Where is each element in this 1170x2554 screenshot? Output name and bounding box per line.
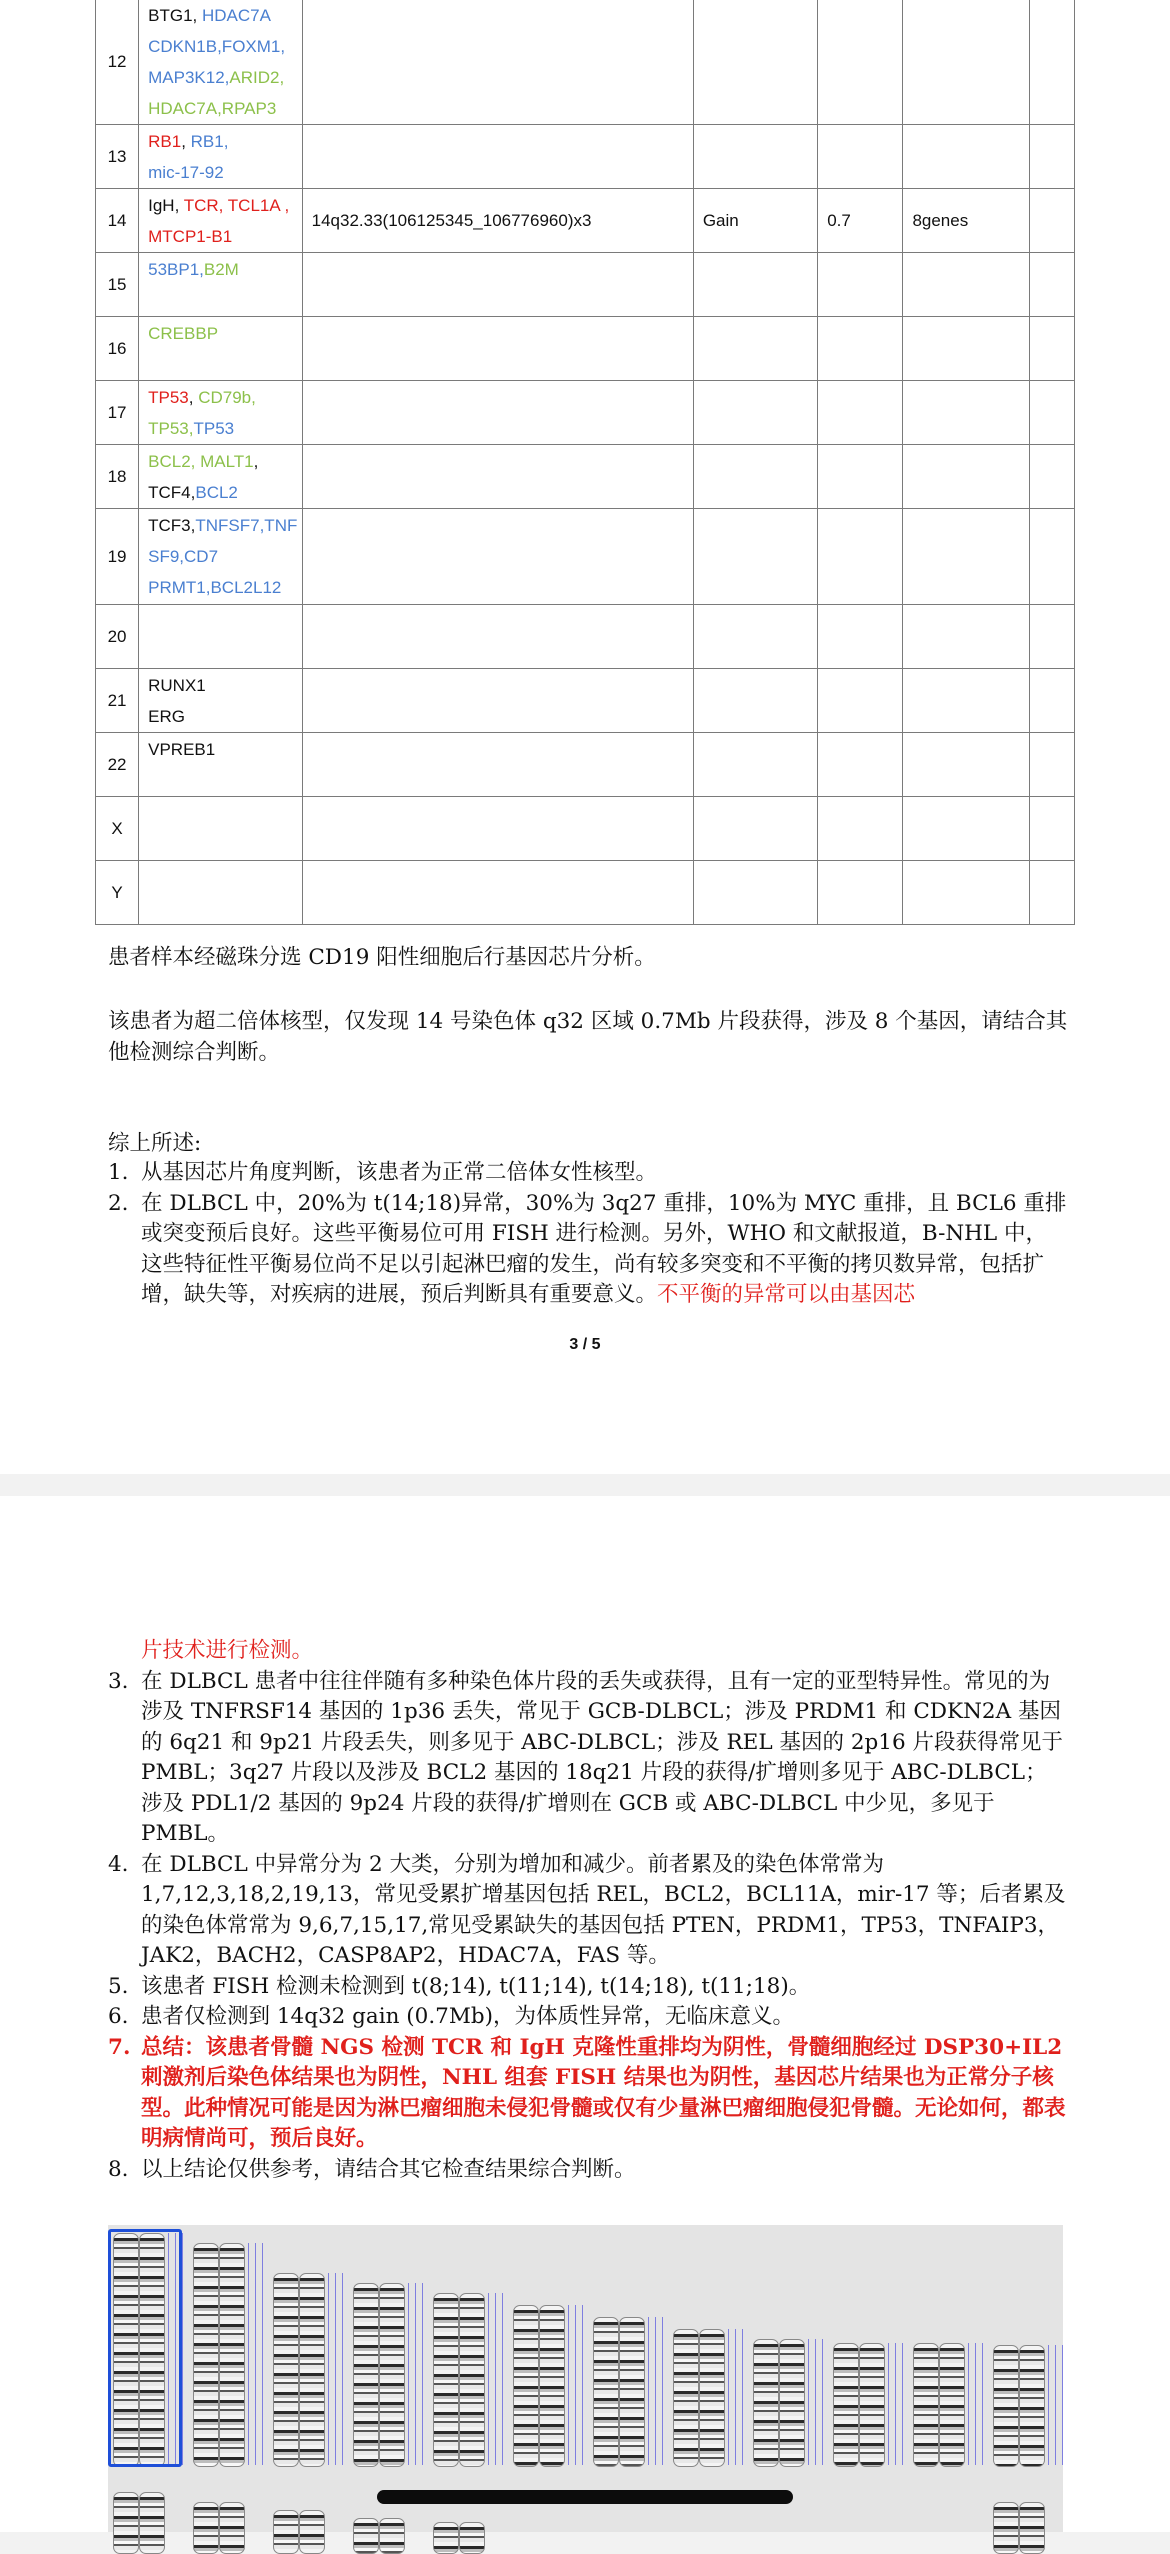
item-number: 3. [108,1668,129,1694]
gene-name: CDKN1B,FOXM1, [148,37,286,56]
ideogram-lines [325,2273,345,2465]
gene-name: RB1 [148,132,182,151]
gene-name: RB1, [190,132,229,151]
gene-name: TP53 [148,388,189,407]
item-text: 总结：该患者骨髓 NGS 检测 TCR 和 IgH 克隆性重排均为阴性，骨髓细胞经过 DSP30+IL2 刺激剂后染色体结果也为阴性，NHL 组套 FISH 结果也为阴性，基因芯片结果也为正常分子核型。此种情况可能是因为淋巴瘤细胞未侵犯骨髓或仅有少量淋巴瘤细胞侵犯骨髓。无论如何，都表明病情尚可，预后良好。 [141,2034,1066,2151]
chromosome [779,2339,805,2467]
summary-heading: 综上所述: [108,1131,202,1156]
genes-cell [139,253,303,317]
chromosome [299,2510,325,2554]
gene-name: TP53 [193,419,235,438]
type-cell [693,605,817,669]
chromosome-cell: 17 [96,381,139,445]
gene-name: MAP3K12, [148,68,230,87]
chromosome [459,2293,485,2467]
gene-line [148,31,302,62]
chromosome [139,2492,165,2554]
chromosome [273,2273,299,2467]
gene-name: BCL2 [195,483,238,502]
ideogram-lines [1045,2345,1065,2465]
empty-cell [1029,445,1074,509]
item-number: 2. [108,1190,129,1216]
gene-name: mic-17-92 [148,163,224,182]
region-cell [302,445,693,509]
gene-name: CREBBP [148,324,219,343]
count-cell [903,317,1029,381]
empty-cell [1029,669,1074,733]
chromosome [193,2502,219,2554]
region-cell: 14q32.33(106125345_106776960)x3 [302,189,693,253]
count-cell [903,669,1029,733]
chromosome-pair [353,2518,427,2532]
item-text: 在 DLBCL 中异常分为 2 大类，分别为增加和减少。前者累及的染色体常常为 1,7,12,3,18,2,19,13，常见受累扩增基因包括 REL，BCL2，BCL11A，mir-17 等；后者累及的染色体常常为 9,6,7,15,17,常见受累缺失的基因包括 PTEN，PRDM1，TP53，TNFAIP3，JAK2，BACH2，CASP8AP2，HDAC7A，FAS 等。 [141,1851,1066,1968]
gene-line [148,541,302,572]
chromosome-cell: 20 [96,605,139,669]
gene-name: MTCP1-B1 [148,227,233,246]
paragraph-karyotype: 该患者为超二倍体核型，仅发现 14 号染色体 q32 区域 0.7Mb 片段获得，涉及 8 个基因，请结合其他检测综合判断。 [108,1009,1068,1065]
chromosome [299,2273,325,2467]
empty-cell [1029,189,1074,253]
type-cell [693,253,817,317]
table-row [96,669,1075,733]
item-text-highlight: 不平衡的异常可以由基因芯 [657,1282,916,1307]
type-cell [693,381,817,445]
size-cell [818,125,903,189]
chromosome-cell: 18 [96,445,139,509]
empty-cell [1029,125,1074,189]
item-text: 以上结论仅供参考，请结合其它检查结果综合判断。 [141,2156,636,2182]
gene-name: TCF3, [148,516,196,535]
region-cell [302,509,693,605]
size-cell [818,669,903,733]
item-text: 在 DLBCL 中，20%为 t(14;18)异常，30%为 3q27 重排，10%为 MYC 重排，且 BCL6 重排或突变预后良好。这些平衡易位可用 FISH 进行检测。另外，WHO 和文献报道，B-NHL 中，这些特征性平衡易位尚不足以引起淋巴瘤的发生，尚有较多突变和不平衡的拷贝数异常，包括扩增，缺失等，对疾病的进展，预后判断具有重要意义。 [141,1190,1067,1307]
chromosome-cell: 13 [96,125,139,189]
gene-line [148,446,302,477]
gene-name: TCR, TCL1A , [183,196,290,215]
table-row [96,445,1075,509]
table-row [96,733,1075,797]
count-cell [903,125,1029,189]
type-cell [693,861,817,925]
gene-name: TCF4, [148,483,196,502]
chromosome [433,2522,459,2554]
chromosome-cell: X [96,797,139,861]
genes-cell [139,445,303,509]
chromosome [379,2283,405,2467]
chromosome-pair [193,2243,267,2465]
chromosome [1019,2502,1045,2554]
chromosome-pair [273,2273,347,2465]
table-row [96,861,1075,925]
gene-line [148,62,302,93]
chromosome [353,2283,379,2467]
gene-name: RUNX1 [148,676,206,695]
item-number: 6. [108,2004,129,2029]
chromosome-pair [913,2343,987,2465]
gene-name: IgH, [148,196,184,215]
chromosome-cell: 14 [96,189,139,253]
chromosome [993,2345,1019,2467]
gene-name: TNFSF7,TNF [195,516,298,535]
size-cell [818,445,903,509]
page-number: 3 / 5 [569,1336,601,1353]
empty-cell [1029,797,1074,861]
item-text: 从基因芯片角度判断，该患者为正常二倍体女性核型。 [141,1160,658,1185]
chromosome-pair [353,2283,427,2465]
chromosome-cell: 19 [96,509,139,605]
size-cell [818,733,903,797]
chromosome-pair [673,2329,747,2465]
type-cell [693,797,817,861]
chromosome [193,2243,219,2467]
gene-line [148,670,302,701]
summary-item-4 [108,1850,1068,1972]
gene-name: B2M [203,260,239,279]
genes-cell [139,733,303,797]
table-row [96,797,1075,861]
item-text-highlight: 片技术进行检测。 [141,1638,314,1663]
gene-table [95,0,1075,925]
size-cell [818,509,903,605]
item-text: 该患者 FISH 检测未检测到 t(8;14), t(11;14), t(14;18), t(11;18)。 [141,1973,811,1999]
count-cell [903,0,1029,125]
genes-cell [139,509,303,605]
ideogram-lines [805,2339,825,2465]
type-cell: Gain [693,189,817,253]
gene-line [148,318,302,349]
ideogram-lines [885,2343,905,2465]
chromosome [593,2317,619,2467]
chromosome [939,2343,965,2467]
ideogram-lines [565,2305,585,2465]
summary-list-continued [108,1636,1068,2185]
region-cell [302,861,693,925]
chromosome-pair [113,2492,187,2532]
type-cell [693,509,817,605]
genes-cell [139,797,303,861]
size-cell [818,253,903,317]
count-cell [903,733,1029,797]
genes-cell [139,605,303,669]
item-number: 7. [108,2034,131,2060]
gene-name: ARID2, [229,68,285,87]
empty-cell [1029,253,1074,317]
gene-name: SF9,CD7 [148,547,219,566]
gene-name: 53BP1, [148,260,204,279]
gene-line [148,93,302,124]
home-indicator[interactable] [377,2490,793,2504]
empty-cell [1029,605,1074,669]
genes-cell [139,0,303,125]
gene-name: , [181,132,191,151]
chromosome-pair [993,2345,1067,2465]
chromosome-pair [273,2510,347,2532]
genes-cell [139,669,303,733]
gene-line [148,734,302,765]
chromosome [699,2329,725,2467]
region-cell [302,317,693,381]
chromosome-pair [433,2293,507,2465]
gene-name: , [253,452,259,471]
summary-item-7 [108,2033,1068,2155]
gene-line [148,510,302,541]
chromosome-pair [993,2502,1067,2532]
genes-cell [139,381,303,445]
gene-table-body [96,0,1075,925]
table-row [96,125,1075,189]
summary-list [108,1158,1068,1311]
chromosome [833,2343,859,2467]
chromosome [753,2339,779,2467]
ideogram-lines [485,2293,505,2465]
empty-cell [1029,509,1074,605]
summary-item-1 [108,1158,1068,1189]
gene-name: VPREB1 [148,740,216,759]
selected-chromosome-highlight[interactable] [108,2229,182,2467]
count-cell [903,381,1029,445]
gene-line [148,382,302,413]
count-cell [903,509,1029,605]
chromosome [913,2343,939,2467]
chromosome-pair [593,2317,667,2465]
ideogram-lines [965,2343,985,2465]
size-cell [818,861,903,925]
ideogram-lines [245,2243,265,2465]
chromosome-pair [433,2522,507,2532]
ideogram-lines [725,2329,745,2465]
region-cell [302,125,693,189]
chromosome-cell: 21 [96,669,139,733]
table-row [96,253,1075,317]
ideogram-lines [405,2283,425,2465]
gene-line [148,701,302,732]
table-row [96,189,1075,253]
gene-line [148,254,302,285]
chromosome [379,2518,405,2554]
gene-line [148,190,302,221]
table-row [96,509,1075,605]
chromosome [1019,2345,1045,2467]
empty-cell [1029,317,1074,381]
size-cell: 0.7 [818,189,903,253]
count-cell [903,861,1029,925]
chromosome [273,2510,299,2554]
region-cell [302,381,693,445]
chromosome-pair [833,2343,907,2465]
summary-item-2 [108,1189,1068,1311]
type-cell [693,0,817,125]
genes-cell [139,317,303,381]
chromosome [433,2293,459,2467]
count-cell: 8genes [903,189,1029,253]
chromosome-cell: Y [96,861,139,925]
size-cell [818,317,903,381]
gene-name: PRMT1,BCL2L12 [148,578,282,597]
summary-item-5 [108,1972,1068,2003]
summary-item-8 [108,2155,1068,2186]
genes-cell [139,189,303,253]
karyogram-image [108,2225,1063,2532]
summary-item-2-continued [108,1636,1068,1667]
chromosome [993,2502,1019,2554]
item-number: 8. [108,2156,129,2182]
chromosome-cell: 12 [96,0,139,125]
chromosome [113,2492,139,2554]
chromosome [619,2317,645,2467]
region-cell [302,669,693,733]
gene-line [148,0,302,31]
empty-cell [1029,381,1074,445]
type-cell [693,445,817,509]
chromosome [219,2502,245,2554]
gene-name: TP53, [148,419,194,438]
size-cell [818,381,903,445]
type-cell [693,669,817,733]
gene-line [148,572,302,603]
size-cell [818,797,903,861]
size-cell [818,0,903,125]
item-number: 1. [108,1160,129,1185]
genes-cell [139,125,303,189]
gene-line [148,221,302,252]
summary-item-3 [108,1667,1068,1850]
gene-name: CD79b, [198,388,256,407]
item-text: 患者仅检测到 14q32 gain (0.7Mb)，为体质性异常，无临床意义。 [141,2004,795,2029]
count-cell [903,797,1029,861]
gene-name: BTG1, [148,6,202,25]
chromosome [859,2343,885,2467]
empty-cell [1029,733,1074,797]
chromosome-cell: 15 [96,253,139,317]
chromosome [673,2329,699,2467]
region-cell [302,605,693,669]
region-cell [302,0,693,125]
ideogram-lines [645,2317,665,2465]
count-cell [903,445,1029,509]
genes-cell [139,861,303,925]
gene-line [148,477,302,508]
chromosome [459,2522,485,2554]
chromosome-cell: 16 [96,317,139,381]
chromosome [219,2243,245,2467]
chromosome [353,2518,379,2554]
count-cell [903,253,1029,317]
region-cell [302,253,693,317]
table-row [96,0,1075,125]
table-row [96,605,1075,669]
type-cell [693,125,817,189]
summary-item-6 [108,2002,1068,2033]
gene-name: ERG [148,707,185,726]
empty-cell [1029,861,1074,925]
gene-name: HDAC7A [201,6,271,25]
empty-cell [1029,0,1074,125]
size-cell [818,605,903,669]
item-text: 在 DLBCL 患者中往往伴随有多种染色体片段的丢失或获得，且有一定的亚型特异性。常见的为涉及 TNFRSF14 基因的 1p36 丢失，常见于 GCB-DLBCL；涉及 PRDM1 和 CDKN2A 基因的 6q21 和 9p21 片段丢失，则多见于 ABC-DLBCL；涉及 REL 基因的 2p16 片段获得常见于 PMBL；3q27 片段以及涉及 BCL2 基因的 18q21 片段的获得/扩增则多见于 ABC-DLBCL；涉及 PDL1/2 基因的 9p24 片段的获得/扩增则在 GCB 或 ABC-DLBCL 中少见，多见于 PMBL。 [141,1668,1063,1846]
gene-line [148,126,302,157]
type-cell [693,317,817,381]
region-cell [302,733,693,797]
gene-name: HDAC7A,RPAP3 [148,99,277,118]
region-cell [302,797,693,861]
item-number: 4. [108,1851,129,1877]
chromosome [513,2305,539,2467]
paragraph-sample-method: 患者样本经磁珠分选 CD19 阳性细胞后行基因芯片分析。 [108,945,656,970]
table-row [96,381,1075,445]
count-cell [903,605,1029,669]
chromosome [539,2305,565,2467]
chromosome-pair [193,2502,267,2532]
type-cell [693,733,817,797]
gene-name: , [188,388,199,407]
table-row [96,317,1075,381]
gene-line [148,413,302,444]
gene-line [148,157,302,188]
item-number: 5. [108,1973,129,1999]
chromosome-pair [513,2305,587,2465]
gene-name: BCL2, MALT1 [148,452,254,471]
chromosome-cell: 22 [96,733,139,797]
chromosome-pair [753,2339,827,2465]
